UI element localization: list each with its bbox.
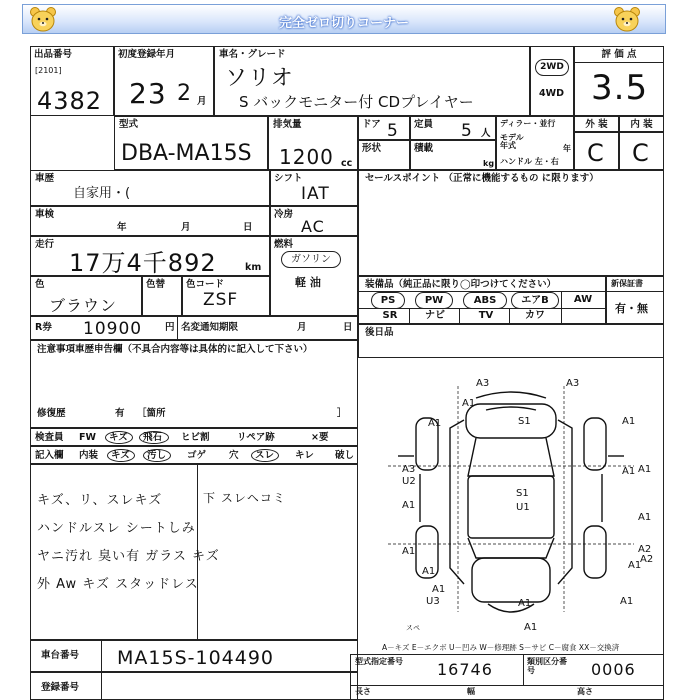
displacement-label: 排気量 bbox=[273, 119, 302, 130]
exterior-grade-box bbox=[574, 132, 619, 170]
equipment-label: 装備品（純正品に限り◯印つけてください） bbox=[365, 279, 557, 290]
inspector-fw: FW bbox=[79, 432, 96, 443]
first-reg-box bbox=[114, 46, 214, 116]
displacement-value: 1200 bbox=[279, 145, 334, 169]
usage-label: 車歴 bbox=[35, 173, 55, 184]
fuel-label: 燃料 bbox=[274, 239, 294, 250]
color-box bbox=[30, 276, 142, 316]
chassis-label: 車台番号 bbox=[41, 650, 80, 661]
inspection-label: 車検 bbox=[35, 209, 55, 220]
dim-width: 幅 bbox=[467, 687, 475, 696]
diag-mark: A1 bbox=[422, 566, 436, 577]
equip-airbag: エアB bbox=[511, 292, 559, 309]
first-reg-label: 初度登録年月 bbox=[118, 49, 176, 60]
record-row bbox=[30, 446, 358, 464]
first-reg-unit: 月 bbox=[197, 96, 207, 107]
type-cert-label: 型式指定番号 bbox=[355, 657, 403, 666]
color-code: ZSF bbox=[203, 290, 239, 310]
load-unit: kg bbox=[483, 159, 495, 168]
inspection-month-unit: 月 bbox=[181, 222, 191, 233]
diag-mark: A1 bbox=[638, 464, 652, 475]
usage-box bbox=[30, 170, 270, 206]
shift-label: シフト bbox=[274, 173, 303, 184]
doors-label: ドア bbox=[362, 119, 381, 130]
damage-legend: A－キズ E－エクボ U－凹み W－修理跡 S－サビ C－腐食 XX－交換済 bbox=[382, 643, 620, 652]
color-code-label: 色コード bbox=[186, 279, 225, 290]
record-label: 記入欄 bbox=[35, 450, 64, 461]
header-banner bbox=[22, 4, 666, 34]
bear-mascot-icon bbox=[612, 6, 642, 32]
diag-mark: A1 bbox=[638, 512, 652, 523]
diag-mark: A1 bbox=[462, 398, 476, 409]
equip-navi: ナビ bbox=[425, 310, 445, 321]
evaluation-label: 評 価 点 bbox=[601, 49, 637, 60]
recycle-box bbox=[30, 316, 358, 340]
diag-mark: U3 bbox=[426, 596, 440, 607]
damage-diagram bbox=[358, 358, 664, 640]
mileage-value: 17万4千892 bbox=[69, 249, 217, 277]
diag-mark: A1 bbox=[518, 598, 532, 609]
diag-mark: S1 bbox=[518, 416, 531, 427]
color-value: ブラウン bbox=[49, 296, 118, 315]
record-hole: 穴 bbox=[229, 450, 239, 461]
capacity-unit: 人 bbox=[481, 128, 491, 139]
class-label: 類別区分番号 bbox=[527, 657, 567, 675]
inspection-day-unit: 日 bbox=[243, 222, 253, 233]
repair-place-end: ］ bbox=[337, 408, 347, 419]
diag-mark: スペ bbox=[406, 624, 420, 632]
inspector-scratch: キズ bbox=[109, 432, 128, 443]
car-grade: S バックモニター付 CDプレイヤー bbox=[239, 93, 474, 111]
lot-label: 出品番号 bbox=[34, 49, 73, 60]
car-name-box bbox=[214, 46, 530, 116]
inspector-req: ×要 bbox=[311, 432, 329, 443]
record-wear: スレ bbox=[255, 450, 275, 461]
diag-mark: A1 bbox=[620, 596, 634, 607]
name-change-month: 月 bbox=[297, 322, 307, 333]
dim-height: 高さ bbox=[577, 687, 593, 696]
sales-point-label: セールスポイント （正常に機能するもの に限ります） bbox=[365, 173, 599, 184]
lot-sub: [2101] bbox=[35, 66, 62, 75]
type-cert-value: 16746 bbox=[437, 660, 493, 679]
dim-length: 長さ bbox=[355, 687, 371, 696]
type-cert-box bbox=[350, 654, 664, 700]
doors-value: 5 bbox=[387, 121, 399, 141]
exterior-label: 外 装 bbox=[585, 119, 608, 130]
repair-history-value: 有 bbox=[115, 408, 125, 419]
interior-label: 内 装 bbox=[630, 119, 653, 130]
new-warranty-box bbox=[606, 276, 664, 324]
diag-mark: A1 bbox=[622, 466, 636, 477]
diag-mark: A1 bbox=[402, 500, 416, 511]
chassis-box bbox=[30, 640, 358, 672]
equip-sr: SR bbox=[382, 310, 398, 321]
diag-mark: A1 bbox=[432, 584, 446, 595]
usage-value: 自家用・( bbox=[73, 186, 131, 201]
record-scratch: キズ bbox=[111, 450, 130, 461]
diag-mark: A1 bbox=[428, 418, 442, 429]
model-year-label: モデル 年式 bbox=[500, 133, 524, 151]
note-side: 下 スレヘコミ bbox=[203, 491, 286, 505]
class-value: 0006 bbox=[591, 660, 636, 679]
mileage-box bbox=[30, 236, 270, 276]
car-name: ソリオ bbox=[225, 66, 294, 91]
notes-box bbox=[30, 340, 358, 428]
ac-label: 冷房 bbox=[274, 209, 294, 220]
interior-grade-box bbox=[619, 132, 664, 170]
inspector-label: 検査員 bbox=[35, 432, 64, 443]
first-reg-year: 23 bbox=[129, 77, 167, 110]
equip-abs: ABS bbox=[463, 292, 507, 309]
diag-mark: A1 bbox=[622, 416, 636, 427]
reg-no-label: 登録番号 bbox=[41, 682, 80, 693]
diag-mark: A1 bbox=[628, 560, 642, 571]
drive-2wd-circled: 2WD bbox=[535, 59, 569, 76]
diag-mark: A3 bbox=[566, 378, 580, 389]
doors-box bbox=[358, 116, 410, 140]
dealer-box bbox=[496, 116, 574, 170]
inspector-stone: 飛石 bbox=[143, 432, 163, 443]
note-line-3: ヤニ汚れ 臭い有 ガラス キズ bbox=[37, 549, 220, 564]
inspector-row bbox=[30, 428, 358, 446]
record-dirt: 汚し bbox=[147, 450, 167, 461]
exterior-label-box bbox=[574, 116, 619, 132]
displacement-box bbox=[268, 116, 358, 170]
new-warranty-label: 新保証書 bbox=[611, 279, 643, 288]
chassis-value: MA15S-104490 bbox=[117, 647, 275, 669]
fuel-box bbox=[270, 236, 358, 316]
diag-mark: S1 bbox=[516, 488, 529, 499]
equip-aw: AW bbox=[573, 294, 593, 305]
shift-box bbox=[270, 170, 358, 206]
note-line-2: ハンドルスレ シートしみ bbox=[37, 521, 196, 536]
record-interior: 内装 bbox=[79, 450, 99, 461]
shape-box bbox=[358, 140, 410, 170]
record-burn: ゴゲ bbox=[187, 450, 207, 461]
shape-label: 形状 bbox=[362, 143, 382, 154]
drive-box bbox=[530, 46, 574, 116]
mileage-unit: km bbox=[245, 262, 262, 273]
handle-label: ハンドル 左・右 bbox=[500, 157, 559, 166]
displacement-unit: cc bbox=[341, 158, 353, 169]
mileage-label: 走行 bbox=[35, 239, 55, 250]
exterior-grade: C bbox=[587, 139, 605, 167]
sales-point-box bbox=[358, 170, 664, 276]
rear-seat-box bbox=[358, 324, 664, 358]
new-warranty-value: 有・無 bbox=[615, 302, 648, 315]
lot-box bbox=[30, 46, 114, 116]
diag-mark: A1 bbox=[402, 546, 416, 557]
equipment-box bbox=[358, 276, 606, 324]
capacity-box bbox=[410, 116, 496, 140]
diag-mark: A3 bbox=[476, 378, 490, 389]
lot-number: 4382 bbox=[37, 87, 103, 115]
equip-ps: PS bbox=[371, 292, 405, 309]
model-box bbox=[114, 116, 268, 170]
diag-mark: A1 bbox=[524, 622, 538, 633]
record-cut: キレ bbox=[295, 450, 314, 461]
repair-history-label: 修復歴 bbox=[37, 408, 66, 419]
color-code-box bbox=[182, 276, 270, 316]
equip-tv: TV bbox=[478, 310, 494, 321]
diag-mark: U1 bbox=[516, 502, 530, 513]
dealer-label: ディラー・並行 bbox=[500, 119, 556, 128]
equip-leather: カワ bbox=[525, 310, 545, 321]
equip-pw: PW bbox=[415, 292, 453, 309]
color-change-label: 色替 bbox=[146, 279, 166, 290]
capacity-value: 5 bbox=[461, 121, 473, 141]
load-label: 積載 bbox=[414, 143, 434, 154]
inspector-repair: リペア跡 bbox=[237, 432, 275, 443]
drive-4wd: 4WD bbox=[539, 88, 564, 99]
interior-label-box bbox=[619, 116, 664, 132]
car-name-label: 車名・グレード bbox=[219, 49, 286, 60]
load-box bbox=[410, 140, 496, 170]
rear-seat-label: 後日品 bbox=[365, 327, 394, 338]
registration-box bbox=[30, 672, 358, 700]
recycle-label: R券 bbox=[35, 322, 52, 333]
diag-mark: A2 bbox=[640, 554, 654, 565]
diag-mark: A2 bbox=[638, 544, 652, 555]
diag-mark: U2 bbox=[402, 476, 416, 487]
name-change-day: 日 bbox=[343, 322, 353, 333]
first-reg-month: 2 bbox=[177, 81, 192, 106]
color-label: 色 bbox=[35, 279, 45, 290]
evaluation-score: 3.5 bbox=[591, 68, 649, 108]
ac-value: AC bbox=[301, 217, 325, 236]
color-change-box bbox=[142, 276, 182, 316]
capacity-label: 定員 bbox=[414, 119, 434, 130]
name-change-label: 名変通知期限 bbox=[181, 322, 239, 333]
recycle-unit: 円 bbox=[165, 322, 175, 333]
banner-title: 完全ゼロ切りコーナー bbox=[278, 16, 409, 31]
model-value: DBA-MA15S bbox=[121, 141, 252, 166]
note-line-4: 外 Aw キズ スタッドレス bbox=[37, 577, 199, 592]
inspection-box bbox=[30, 206, 270, 236]
bear-mascot-icon bbox=[28, 6, 58, 32]
diag-mark: A3 bbox=[402, 464, 416, 475]
note-line-1: キズ、リ、スレキズ bbox=[37, 493, 163, 508]
handwritten-notes-box bbox=[30, 464, 358, 640]
interior-grade: C bbox=[632, 139, 650, 167]
ac-box bbox=[270, 206, 358, 236]
notes-label: 注意事項車歴申告欄（不具合内容等は具体的に記入して下さい） bbox=[37, 344, 313, 355]
year-unit: 年 bbox=[563, 144, 571, 153]
evaluation-box bbox=[574, 46, 664, 116]
record-tear: 破し bbox=[335, 450, 355, 461]
inspection-year-unit: 年 bbox=[117, 222, 127, 233]
fuel-diesel: 軽 油 bbox=[295, 276, 321, 289]
model-label: 型式 bbox=[119, 119, 139, 130]
recycle-value: 10900 bbox=[83, 319, 143, 339]
shift-value: IAT bbox=[301, 184, 330, 204]
inspector-crack: ヒビ割 bbox=[181, 432, 210, 443]
fuel-gasoline-circled: ガソリン bbox=[281, 251, 341, 268]
repair-place-label: ［箇所 bbox=[137, 408, 166, 419]
